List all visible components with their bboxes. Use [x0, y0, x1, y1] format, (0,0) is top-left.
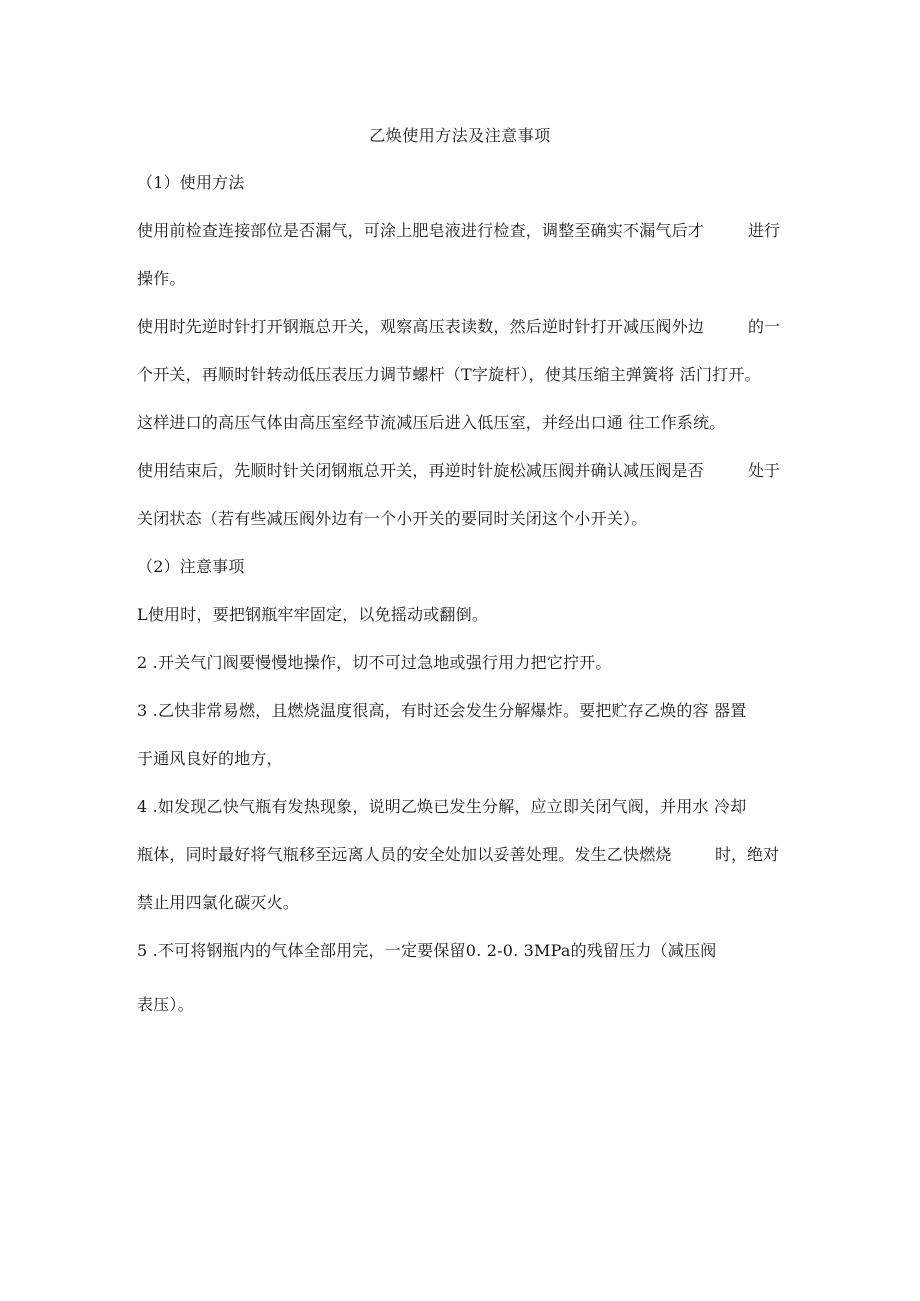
note-item-5-line-1: 5 .不可将钢瓶内的气体全部用完，一定要保留0. 2-0. 3MPa的残留压力（减压阀 [137, 941, 717, 960]
note-item-5-line-2: 表压）。 [137, 995, 194, 1014]
note-item-4-line-2: 瓶体，同时最好将气瓶移至远离人员的安全处加以妥善处理。发生乙快燃烧 [137, 845, 672, 864]
usage-paragraph-3-line-1-tail: 处于 [748, 461, 781, 480]
usage-paragraph-1-line-2: 操作。 [137, 269, 186, 288]
usage-paragraph-2-line-1-tail: 的一 [748, 317, 781, 336]
note-item-4-line-3: 禁止用四氯化碳灭火。 [137, 893, 300, 912]
usage-paragraph-2-line-3: 这样进口的高压气体由高压室经节流减压后进入低压室，并经出口通 往工作系统。 [137, 413, 726, 432]
note-item-3-line-2: 于通风良好的地方， [137, 749, 283, 768]
note-item-3-line-1: 3 .乙快非常易燃，且燃烧温度很高，有时还会发生分解爆炸。要把贮存乙焕的容 器置 [137, 701, 747, 720]
usage-paragraph-2-line-2: 个开关，再顺时针转动低压表压力调节螺杆（T字旋杆），使其压缩主弹簧将 活门打开。 [137, 365, 761, 384]
usage-paragraph-1-line-1: 使用前检查连接部位是否漏气，可涂上肥皂液进行检查，调整至确实不漏气后才 [137, 221, 705, 240]
usage-paragraph-2-line-1: 使用时先逆时针打开钢瓶总开关，观察高压表读数，然后逆时针打开减压阀外边 [137, 317, 705, 336]
document-title: 乙焕使用方法及注意事项 [369, 126, 551, 145]
usage-paragraph-3-line-1: 使用结束后，先顺时针关闭钢瓶总开关，再逆时针旋松减压阀并确认减压阀是否 [137, 461, 705, 480]
note-item-2: 2 .开关气门阀要慢慢地操作，切不可过急地或强行用力把它拧开。 [137, 653, 612, 672]
section-heading-usage: （1）使用方法 [137, 173, 245, 192]
usage-paragraph-1-line-1-tail: 进行 [748, 221, 781, 240]
note-item-4-line-2-tail: 时，绝对 [715, 845, 780, 864]
note-item-4-line-1: 4 .如发现乙快气瓶有发热现象，说明乙焕已发生分解，应立即关闭气阀，并用水 冷却 [137, 797, 747, 816]
section-heading-notes: （2）注意事项 [137, 557, 245, 576]
note-item-1: L使用时，要把钢瓶牢牢固定，以免摇动或翻倒。 [137, 605, 489, 624]
usage-paragraph-3-line-2: 关闭状态（若有些减压阀外边有一个小开关的要同时关闭这个小开关）。 [137, 509, 648, 528]
